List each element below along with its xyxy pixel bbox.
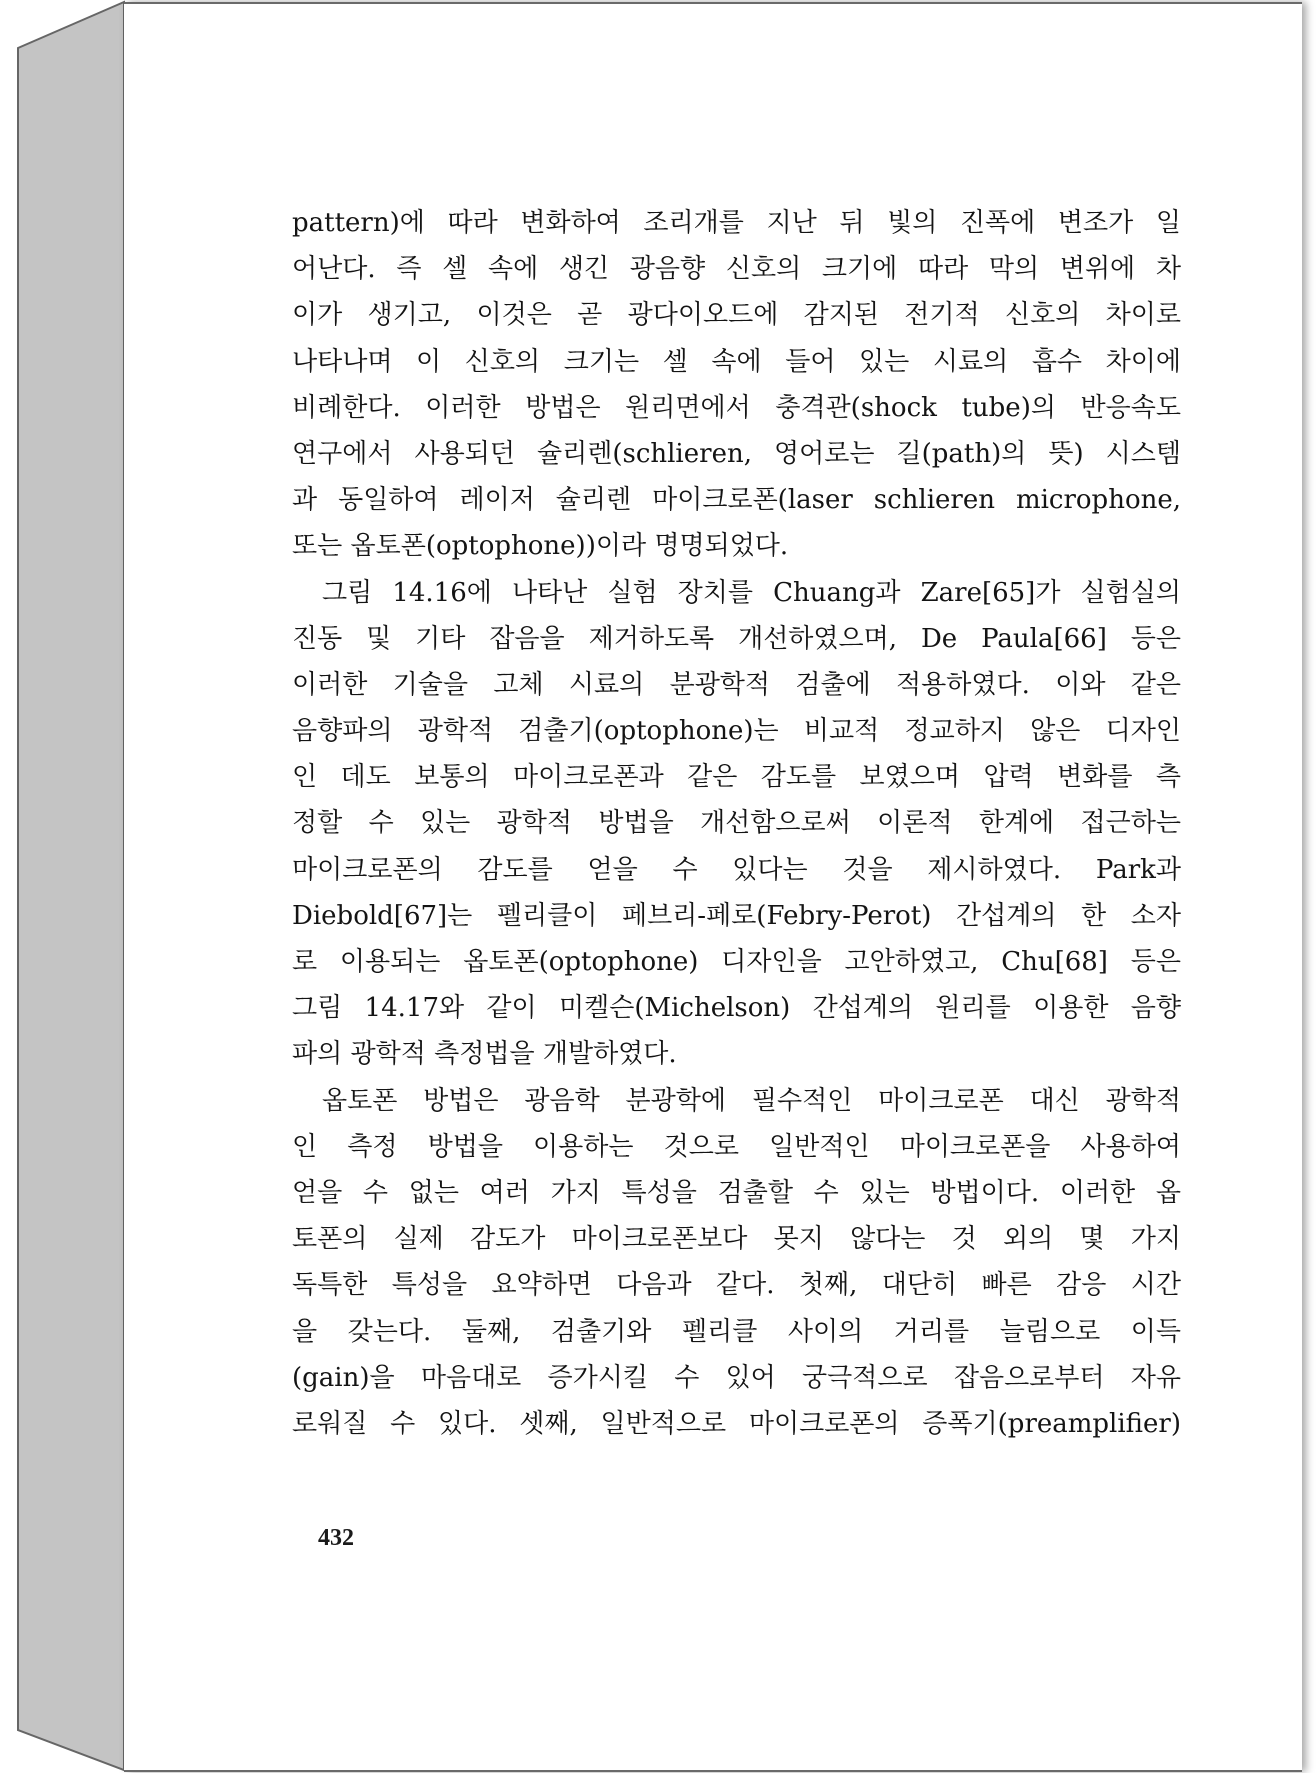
text-line: 얻을 수 없는 여러 가지 특성을 검출할 수 있는 방법이다. 이러한 옵	[292, 1177, 1181, 1208]
text-line: 독특한 특성을 요약하면 다음과 같다. 첫째, 대단히 빠른 감응 시간	[292, 1270, 1181, 1301]
text-line: Diebold[67]는 펠리클이 페브리-페로(Febry-Perot) 간섭계의 한 소자	[292, 900, 1181, 931]
text-line: 인 데도 보통의 마이크로폰과 같은 감도를 보였으며 압력 변화를 측	[292, 762, 1181, 793]
text-line: (gain)을 마음대로 증가시킬 수 있어 궁극적으로 잡음으로부터 자유	[292, 1362, 1181, 1393]
text-line: 그림 14.16에 나타난 실험 장치를 Chuang과 Zare[65]가 실험실의	[322, 577, 1181, 608]
text-line: 진동 및 기타 잡음을 제거하도록 개선하였으며, De Paula[66] 등은	[292, 623, 1181, 654]
text-line: 을 갖는다. 둘째, 검출기와 펠리클 사이의 거리를 늘림으로 이득	[292, 1316, 1181, 1347]
text-line: 또는 옵토폰(optophone))이라 명명되었다.	[292, 531, 789, 562]
text-line: 로 이용되는 옵토폰(optophone) 디자인을 고안하였고, Chu[68] 등은	[292, 947, 1181, 977]
text-line: 음향파의 광학적 검출기(optophone)는 비교적 정교하지 않은 디자인	[292, 716, 1181, 747]
paragraph-1	[292, 200, 1181, 570]
text-line: pattern)에 따라 변화하여 조리개를 지난 뒤 빛의 진폭에 변조가 일	[292, 208, 1181, 238]
body-text	[292, 200, 1181, 1447]
text-line: 옵토폰 방법은 광음학 분광학에 필수적인 마이크로폰 대신 광학적	[322, 1085, 1181, 1116]
text-line: 비례한다. 이러한 방법은 원리면에서 충격관(shock tube)의 반응속도	[292, 392, 1181, 423]
text-line: 토폰의 실제 감도가 마이크로폰보다 못지 않다는 것 외의 몇 가지	[292, 1224, 1181, 1255]
text-line: 인 측정 방법을 이용하는 것으로 일반적인 마이크로폰을 사용하여	[292, 1131, 1181, 1162]
text-line: 이러한 기술을 고체 시료의 분광학적 검출에 적용하였다. 이와 같은	[292, 669, 1181, 700]
text-line: 나타나며 이 신호의 크기는 셀 속에 들어 있는 시료의 흡수 차이에	[292, 346, 1181, 377]
text-line: 파의 광학적 측정법을 개발하였다.	[292, 1039, 677, 1070]
text-line: 로워질 수 있다. 셋째, 일반적으로 마이크로폰의 증폭기(preamplifier)	[292, 1408, 1181, 1439]
text-line: 정할 수 있는 광학적 방법을 개선함으로써 이론적 한계에 접근하는	[292, 808, 1181, 839]
paragraph-2	[292, 570, 1181, 1078]
text-line: 그림 14.17와 같이 미켈슨(Michelson) 간섭계의 원리를 이용한 음향	[292, 993, 1181, 1024]
text-line: 연구에서 사용되던 슐리렌(schlieren, 영어로는 길(path)의 뜻) 시스템	[292, 438, 1181, 469]
text-line: 과 동일하여 레이저 슐리렌 마이크로폰(laser schlieren microphone,	[292, 485, 1181, 516]
text-line: 이가 생기고, 이것은 곧 광다이오드에 감지된 전기적 신호의 차이로	[292, 300, 1181, 331]
paragraph-3	[292, 1078, 1181, 1448]
text-line: 어난다. 즉 셀 속에 생긴 광음향 신호의 크기에 따라 막의 변위에 차	[292, 254, 1181, 285]
page-number: 432	[318, 1525, 354, 1551]
text-line: 마이크로폰의 감도를 얻을 수 있다는 것을 제시하였다. Park과	[292, 854, 1181, 885]
